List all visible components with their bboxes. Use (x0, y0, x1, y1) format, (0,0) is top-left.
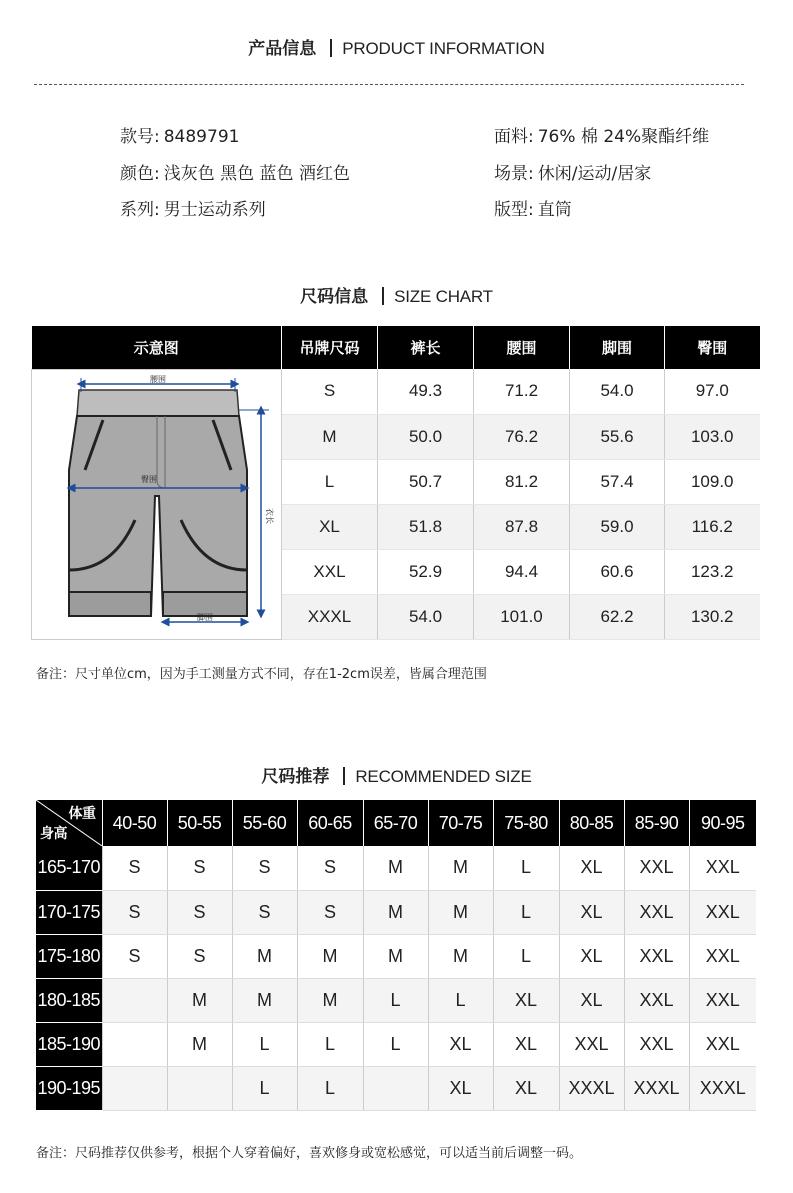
weight-header: 90-95 (689, 800, 756, 846)
recommended-size-cell: M (167, 978, 232, 1022)
recommended-size-table (36, 800, 756, 1111)
recommended-size-cell: L (232, 1022, 297, 1066)
recommended-size-cell: S (167, 846, 232, 890)
recommended-size-cell: XL (559, 978, 624, 1022)
recommended-size-cell: XXL (624, 934, 689, 978)
recommended-size-cell: M (232, 934, 297, 978)
recommended-size-cell: L (232, 1066, 297, 1110)
recommended-size-cell: XL (493, 1066, 559, 1110)
weight-header: 50-55 (167, 800, 232, 846)
size-cell: M (282, 414, 378, 459)
recommended-size-cell: S (102, 846, 167, 890)
waist-cell: 81.2 (474, 459, 570, 504)
recommended-size-cell: XXL (689, 846, 756, 890)
size-cell: L (282, 459, 378, 504)
size-cell: XXXL (282, 594, 378, 639)
length-cell: 51.8 (378, 504, 474, 549)
size-chart-note: 备注：尺寸单位cm，因为手工测量方式不同，存在1-2cm误差，皆属合理范围 (36, 667, 487, 682)
recommended-size-cell: S (232, 846, 297, 890)
recommended-size-cell: L (297, 1066, 363, 1110)
recommended-size-cell: XL (559, 890, 624, 934)
table-row (36, 978, 756, 1022)
recommended-size-cell: L (428, 978, 493, 1022)
recommended-size-cell: S (297, 846, 363, 890)
recommended-size-cell: XXL (689, 890, 756, 934)
weight-header: 60-65 (297, 800, 363, 846)
recommended-size-cell (102, 1022, 167, 1066)
length-label: 衣长 (264, 507, 274, 524)
header-waist: 腰围 (474, 326, 570, 369)
recommended-size-cell: XXXL (624, 1066, 689, 1110)
section-divider (34, 84, 744, 85)
waist-cell: 87.8 (474, 504, 570, 549)
hem-label: 脚围 (196, 612, 213, 622)
hem-cell: 60.6 (570, 549, 665, 594)
height-row-header: 165-170 (36, 846, 102, 890)
header-length: 裤长 (378, 326, 474, 369)
hip-label: 臀围 (140, 474, 157, 484)
recommended-note: 备注：尺码推荐仅供参考，根据个人穿着偏好，喜欢修身或宽松感觉，可以适当前后调整一码。 (36, 1146, 583, 1161)
weight-header: 75-80 (493, 800, 559, 846)
recommended-size-cell: XXL (689, 934, 756, 978)
info-scene: 场景: 休闲/运动/居家 (494, 164, 652, 184)
recommended-size-cell: L (363, 978, 428, 1022)
recommended-size-cell: XXXL (559, 1066, 624, 1110)
hem-cell: 62.2 (570, 594, 665, 639)
size-chart-header-row (32, 326, 760, 369)
info-series: 系列: 男士运动系列 (120, 200, 266, 220)
header-hip: 臀围 (665, 326, 760, 369)
waist-cell: 71.2 (474, 369, 570, 414)
recommended-size-cell: L (363, 1022, 428, 1066)
size-chart-table (31, 326, 760, 640)
recommended-size-title: 尺码推荐 RECOMMENDED SIZE (261, 767, 532, 787)
waist-label: 腰围 (149, 374, 166, 384)
weight-header: 55-60 (232, 800, 297, 846)
hem-cell: 54.0 (570, 369, 665, 414)
recommended-size-cell: XL (559, 934, 624, 978)
hip-cell: 109.0 (665, 459, 760, 504)
waist-cell: 76.2 (474, 414, 570, 459)
waist-cell: 101.0 (474, 594, 570, 639)
recommended-size-cell: M (363, 890, 428, 934)
weight-header: 40-50 (102, 800, 167, 846)
header-hem: 脚围 (570, 326, 665, 369)
hem-cell: 59.0 (570, 504, 665, 549)
recommended-size-cell: XXL (624, 1022, 689, 1066)
info-style-number: 款号: 8489791 (120, 127, 240, 147)
weight-header: 80-85 (559, 800, 624, 846)
size-cell: S (282, 369, 378, 414)
info-colors: 颜色: 浅灰色 黑色 蓝色 酒红色 (120, 164, 350, 184)
recommended-size-cell: S (102, 890, 167, 934)
size-cell: XXL (282, 549, 378, 594)
recommended-size-cell (363, 1066, 428, 1110)
size-chart-title: 尺码信息 SIZE CHART (300, 287, 493, 307)
table-row (32, 369, 760, 414)
height-row-header: 190-195 (36, 1066, 102, 1110)
recommended-size-cell: XXXL (689, 1066, 756, 1110)
recommended-size-cell: M (297, 978, 363, 1022)
recommended-size-cell: M (428, 890, 493, 934)
table-row (36, 846, 756, 890)
hem-cell: 57.4 (570, 459, 665, 504)
corner-weight-label: 体重 (68, 806, 96, 822)
recommended-size-cell: S (297, 890, 363, 934)
header-tag-size: 吊牌尺码 (282, 326, 378, 369)
height-row-header: 180-185 (36, 978, 102, 1022)
recommended-size-cell (167, 1066, 232, 1110)
recommended-size-cell: L (493, 846, 559, 890)
size-cell: XL (282, 504, 378, 549)
recommended-size-cell: S (232, 890, 297, 934)
recommended-size-cell: L (297, 1022, 363, 1066)
height-row-header: 170-175 (36, 890, 102, 934)
corner-header (36, 800, 102, 846)
recommended-size-cell: XXL (624, 890, 689, 934)
recommended-size-cell: XXL (689, 978, 756, 1022)
table-row (36, 1022, 756, 1066)
length-cell: 52.9 (378, 549, 474, 594)
recommended-size-cell: S (167, 934, 232, 978)
table-row (36, 934, 756, 978)
weight-header: 85-90 (624, 800, 689, 846)
recommended-size-cell: M (297, 934, 363, 978)
recommended-size-cell: M (428, 934, 493, 978)
weight-header: 65-70 (363, 800, 428, 846)
recommended-size-cell: M (363, 846, 428, 890)
hip-cell: 123.2 (665, 549, 760, 594)
recommended-size-cell: L (493, 890, 559, 934)
corner-height-label: 身高 (40, 826, 67, 842)
recommended-size-cell: XL (428, 1022, 493, 1066)
recommended-size-cell: XXL (624, 978, 689, 1022)
recommended-size-cell: M (232, 978, 297, 1022)
recommended-size-cell: XXL (559, 1022, 624, 1066)
length-cell: 50.0 (378, 414, 474, 459)
recommended-size-cell: M (167, 1022, 232, 1066)
recommended-size-cell: XL (559, 846, 624, 890)
product-info-title: 产品信息 PRODUCT INFORMATION (248, 39, 545, 59)
height-row-header: 175-180 (36, 934, 102, 978)
recommended-size-cell: XL (493, 978, 559, 1022)
table-row (36, 890, 756, 934)
hip-cell: 103.0 (665, 414, 760, 459)
table-row (36, 1066, 756, 1110)
header-diagram: 示意图 (32, 326, 282, 369)
waist-cell: 94.4 (474, 549, 570, 594)
recommended-header-row (36, 800, 756, 846)
recommended-size-cell: S (167, 890, 232, 934)
length-cell: 49.3 (378, 369, 474, 414)
info-fabric: 面料: 76% 棉 24%聚酯纤维 (494, 127, 710, 147)
hem-cell: 55.6 (570, 414, 665, 459)
length-cell: 50.7 (378, 459, 474, 504)
recommended-size-cell: XL (493, 1022, 559, 1066)
hip-cell: 116.2 (665, 504, 760, 549)
recommended-size-cell (102, 1066, 167, 1110)
shorts-illustration (33, 370, 281, 634)
recommended-size-cell (102, 978, 167, 1022)
hip-cell: 130.2 (665, 594, 760, 639)
height-row-header: 185-190 (36, 1022, 102, 1066)
recommended-size-cell: M (428, 846, 493, 890)
recommended-size-cell: L (493, 934, 559, 978)
weight-header: 70-75 (428, 800, 493, 846)
recommended-size-cell: XL (428, 1066, 493, 1110)
recommended-size-cell: S (102, 934, 167, 978)
info-fit: 版型: 直筒 (494, 200, 572, 220)
hip-cell: 97.0 (665, 369, 760, 414)
length-cell: 54.0 (378, 594, 474, 639)
recommended-size-cell: XXL (689, 1022, 756, 1066)
recommended-size-cell: XXL (624, 846, 689, 890)
shorts-diagram (32, 369, 282, 639)
recommended-size-cell: M (363, 934, 428, 978)
